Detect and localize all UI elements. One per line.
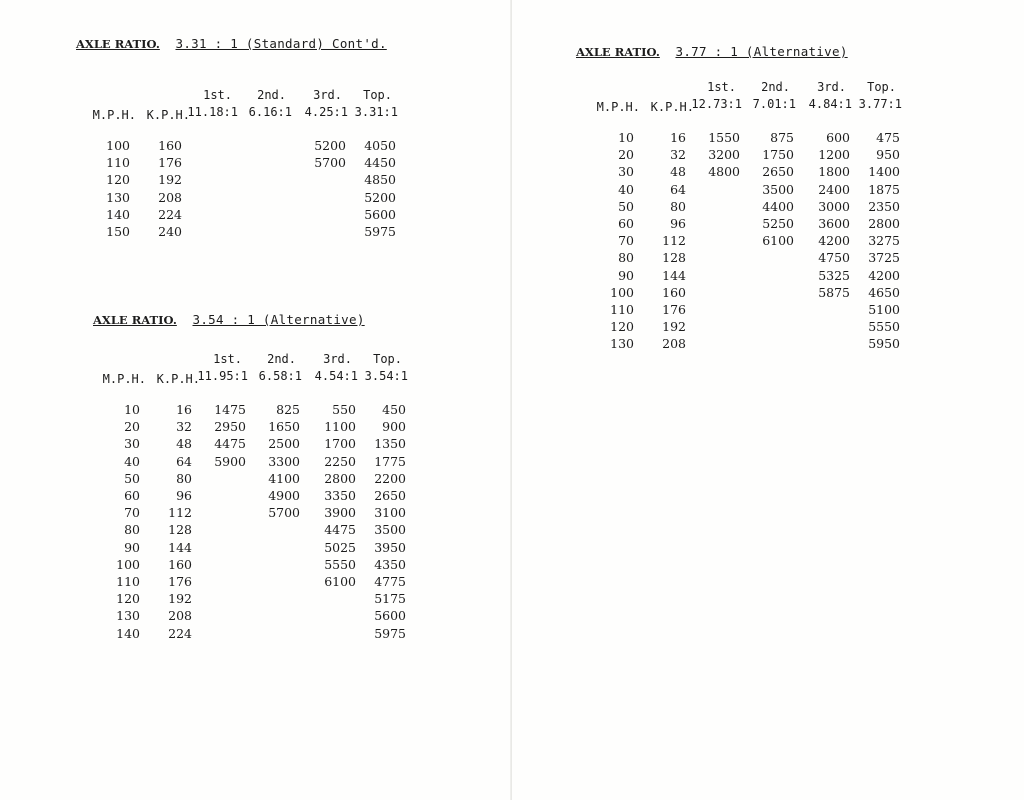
mph-value: 80: [124, 522, 140, 538]
ratio-header: 4.25:1: [304, 105, 348, 119]
kph-value: 112: [662, 233, 686, 249]
ratio-header: 3.31:1: [354, 105, 398, 119]
ratio-header: 3.54:1: [364, 369, 408, 383]
gear-header: 1st.: [203, 88, 232, 102]
rpm-value: 1350: [374, 436, 406, 452]
rpm-value: 5900: [214, 453, 246, 469]
mph-header: M.P.H.: [596, 100, 640, 114]
rpm-value: 4200: [818, 233, 850, 249]
gear-header: 3rd.: [323, 352, 352, 366]
mph-value: 70: [618, 233, 634, 249]
ratio-header: 3.77:1: [858, 97, 902, 111]
right-page: [512, 0, 1024, 800]
kph-value: 144: [168, 539, 192, 555]
gear-header: 2nd.: [257, 88, 286, 102]
mph-value: 60: [124, 488, 140, 503]
rpm-value: 950: [876, 147, 900, 163]
rpm-value: 3350: [324, 488, 356, 503]
rpm-value: 5700: [314, 155, 346, 171]
gear-header: 2nd.: [761, 80, 790, 94]
kph-value: 96: [176, 488, 192, 503]
rpm-value: 550: [332, 402, 356, 417]
rpm-value: 600: [826, 130, 850, 145]
kph-value: 48: [670, 164, 686, 180]
kph-value: 176: [158, 155, 182, 171]
gear-header: Top.: [867, 80, 896, 94]
ratio-header: 7.01:1: [752, 97, 796, 111]
mph-value: 100: [116, 556, 140, 572]
kph-value: 80: [670, 198, 686, 214]
rpm-value: 3500: [374, 522, 406, 538]
mph-value: 30: [124, 436, 140, 452]
title-label: AXLE RATIO.: [93, 313, 177, 327]
rpm-value: 4775: [374, 574, 406, 589]
mph-value: 100: [610, 284, 634, 300]
rpm-value: 5600: [364, 206, 396, 222]
kph-value: 80: [176, 470, 192, 486]
rpm-value: 1775: [374, 453, 406, 469]
rpm-value: 5200: [364, 189, 396, 205]
kph-value: 32: [176, 419, 192, 435]
rpm-value: 4475: [324, 522, 356, 538]
kph-value: 192: [662, 319, 686, 335]
mph-value: 80: [618, 250, 634, 266]
mph-value: 60: [618, 216, 634, 231]
kph-value: 208: [158, 189, 182, 205]
title-ratio: 3.31 : 1 (Standard) Cont'd.: [175, 36, 387, 51]
kph-value: 208: [662, 336, 686, 352]
title-label: AXLE RATIO.: [76, 37, 160, 51]
mph-header: M.P.H.: [92, 108, 136, 122]
rpm-value: 5100: [868, 302, 900, 317]
rpm-value: 1700: [324, 436, 356, 452]
mph-value: 10: [618, 130, 634, 145]
mph-value: 30: [618, 164, 634, 180]
kph-header: K.P.H.: [156, 372, 200, 386]
kph-value: 192: [168, 591, 192, 607]
gear-header: 3rd.: [313, 88, 342, 102]
rpm-value: 3500: [762, 181, 794, 197]
rpm-value: 4050: [364, 138, 396, 153]
ratio-header: 12.73:1: [691, 97, 742, 111]
ratio-header: 11.95:1: [197, 369, 248, 383]
ratio-header: 4.54:1: [314, 369, 358, 383]
rpm-value: 1475: [214, 402, 246, 417]
gear-header: 3rd.: [817, 80, 846, 94]
kph-value: 160: [662, 284, 686, 300]
rpm-value: 875: [770, 130, 794, 145]
rpm-value: 1800: [818, 164, 850, 180]
table-title: [76, 36, 387, 51]
rpm-value: 3300: [268, 453, 300, 469]
mph-value: 110: [106, 155, 130, 171]
rpm-value: 4100: [268, 470, 300, 486]
kph-header: K.P.H.: [146, 108, 190, 122]
mph-value: 100: [106, 138, 130, 153]
rpm-value: 5600: [374, 608, 406, 624]
rpm-value: 3100: [374, 505, 406, 521]
mph-value: 110: [610, 302, 634, 317]
kph-value: 176: [168, 574, 192, 589]
mph-header: M.P.H.: [102, 372, 146, 386]
mph-value: 140: [116, 625, 140, 641]
kph-value: 192: [158, 172, 182, 188]
rpm-value: 5550: [324, 556, 356, 572]
kph-value: 128: [662, 250, 686, 266]
kph-value: 240: [158, 224, 182, 239]
kph-value: 176: [662, 302, 686, 317]
mph-value: 120: [610, 319, 634, 335]
rpm-value: 825: [276, 402, 300, 417]
gear-header: 1st.: [213, 352, 242, 366]
rpm-value: 2950: [214, 419, 246, 435]
kph-value: 32: [670, 147, 686, 163]
kph-value: 160: [158, 138, 182, 153]
rpm-value: 900: [382, 419, 406, 435]
mph-value: 120: [106, 172, 130, 188]
rpm-value: 5025: [324, 539, 356, 555]
rpm-value: 6100: [762, 233, 794, 249]
rpm-value: 1200: [818, 147, 850, 163]
mph-value: 130: [116, 608, 140, 624]
rpm-value: 5875: [818, 284, 850, 300]
kph-value: 64: [670, 181, 686, 197]
rpm-value: 2800: [324, 470, 356, 486]
rpm-value: 5975: [364, 224, 396, 239]
rpm-value: 2400: [818, 181, 850, 197]
mph-value: 40: [618, 181, 634, 197]
ratio-header: 6.58:1: [258, 369, 302, 383]
mph-value: 20: [618, 147, 634, 163]
kph-value: 64: [176, 453, 192, 469]
kph-value: 48: [176, 436, 192, 452]
kph-value: 128: [168, 522, 192, 538]
rpm-value: 3950: [374, 539, 406, 555]
mph-value: 110: [116, 574, 140, 589]
rpm-value: 4750: [818, 250, 850, 266]
title-ratio: 3.77 : 1 (Alternative): [675, 44, 848, 59]
mph-value: 40: [124, 453, 140, 469]
rpm-value: 6100: [324, 574, 356, 589]
rpm-value: 4800: [708, 164, 740, 180]
rpm-value: 3000: [818, 198, 850, 214]
rpm-value: 3725: [868, 250, 900, 266]
rpm-value: 1550: [708, 130, 740, 145]
rpm-value: 4850: [364, 172, 396, 188]
kph-value: 208: [168, 608, 192, 624]
mph-value: 20: [124, 419, 140, 435]
mph-value: 130: [610, 336, 634, 352]
table-title: [576, 44, 848, 59]
kph-value: 224: [158, 206, 182, 222]
rpm-value: 5325: [818, 267, 850, 283]
ratio-header: 6.16:1: [248, 105, 292, 119]
rpm-value: 2500: [268, 436, 300, 452]
kph-value: 96: [670, 216, 686, 231]
mph-value: 50: [124, 470, 140, 486]
mph-value: 120: [116, 591, 140, 607]
rpm-value: 5950: [868, 336, 900, 352]
rpm-value: 4200: [868, 267, 900, 283]
rpm-value: 450: [382, 402, 406, 417]
ratio-header: 11.18:1: [187, 105, 238, 119]
rpm-value: 4900: [268, 488, 300, 503]
mph-value: 90: [124, 539, 140, 555]
rpm-value: 1650: [268, 419, 300, 435]
mph-value: 90: [618, 267, 634, 283]
rpm-value: 2250: [324, 453, 356, 469]
rpm-value: 1400: [868, 164, 900, 180]
kph-value: 16: [176, 402, 192, 417]
rpm-value: 5200: [314, 138, 346, 153]
rpm-value: 3275: [868, 233, 900, 249]
mph-value: 50: [618, 198, 634, 214]
mph-value: 70: [124, 505, 140, 521]
rpm-value: 4350: [374, 556, 406, 572]
kph-value: 144: [662, 267, 686, 283]
rpm-value: 1100: [324, 419, 356, 435]
gear-header: 1st.: [707, 80, 736, 94]
gear-header: Top.: [363, 88, 392, 102]
table-title: [93, 312, 365, 327]
rpm-value: 5175: [374, 591, 406, 607]
title-ratio: 3.54 : 1 (Alternative): [192, 312, 365, 327]
rpm-value: 475: [876, 130, 900, 145]
gear-header: 2nd.: [267, 352, 296, 366]
kph-value: 16: [670, 130, 686, 145]
rpm-value: 4450: [364, 155, 396, 171]
rpm-value: 5550: [868, 319, 900, 335]
rpm-value: 2800: [868, 216, 900, 231]
rpm-value: 1750: [762, 147, 794, 163]
kph-value: 112: [168, 505, 192, 521]
rpm-value: 1875: [868, 181, 900, 197]
kph-value: 224: [168, 625, 192, 641]
mph-value: 130: [106, 189, 130, 205]
rpm-value: 2350: [868, 198, 900, 214]
rpm-value: 5250: [762, 216, 794, 231]
rpm-value: 2650: [762, 164, 794, 180]
kph-header: K.P.H.: [650, 100, 694, 114]
rpm-value: 4475: [214, 436, 246, 452]
rpm-value: 3900: [324, 505, 356, 521]
rpm-value: 4650: [868, 284, 900, 300]
mph-value: 140: [106, 206, 130, 222]
rpm-value: 3600: [818, 216, 850, 231]
ratio-header: 4.84:1: [808, 97, 852, 111]
rpm-value: 4400: [762, 198, 794, 214]
mph-value: 10: [124, 402, 140, 417]
rpm-value: 2650: [374, 488, 406, 503]
rpm-value: 2200: [374, 470, 406, 486]
mph-value: 150: [106, 224, 130, 239]
gear-header: Top.: [373, 352, 402, 366]
kph-value: 160: [168, 556, 192, 572]
rpm-value: 5700: [268, 505, 300, 521]
rpm-value: 3200: [708, 147, 740, 163]
title-label: AXLE RATIO.: [576, 45, 660, 59]
rpm-value: 5975: [374, 625, 406, 641]
